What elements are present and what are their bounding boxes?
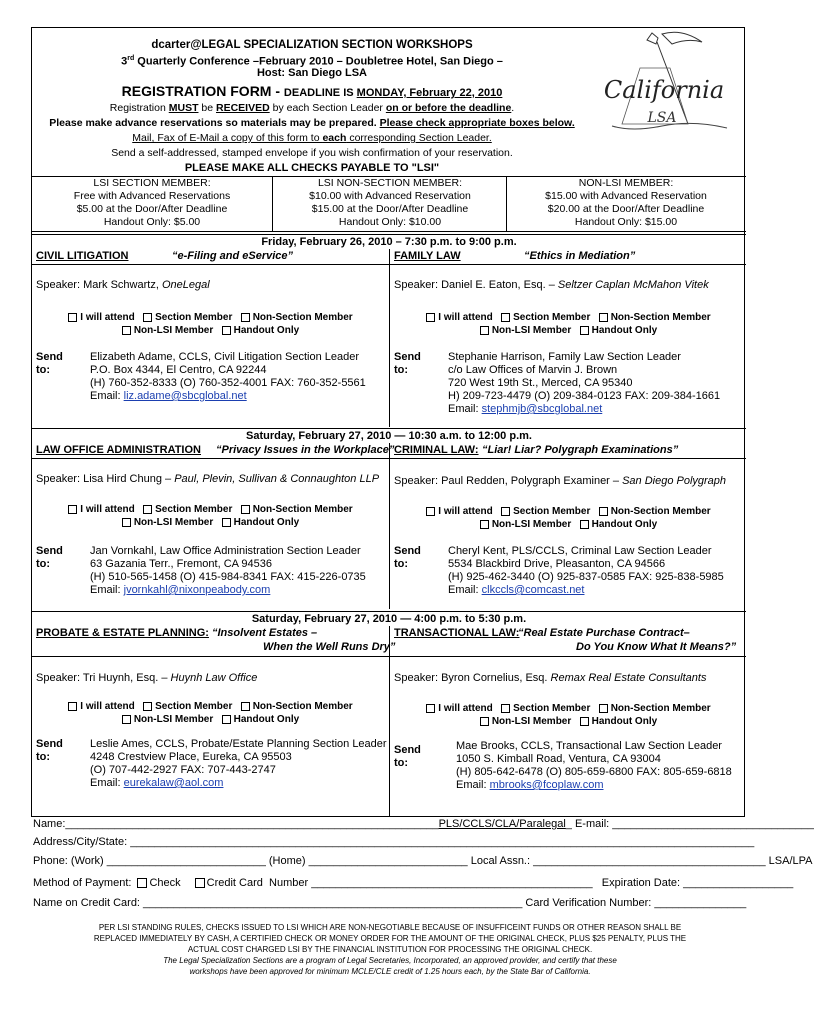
checkbox-non-lsi-member[interactable]: Non-LSI Member <box>480 716 571 727</box>
card-number-field[interactable]: ______________________________________________ <box>308 877 593 889</box>
verification-field[interactable]: _______________ <box>651 897 747 909</box>
checkbox-non-section-member[interactable]: Non-Section Member <box>241 504 353 515</box>
email-link[interactable]: stephmjb@sbcglobal.net <box>481 403 603 415</box>
email-link[interactable]: clkccls@comcast.net <box>481 584 585 596</box>
session-1-family-law: FAMILY LAW “Ethics in Mediation” Speaker: Daniel E. Eaton, Esq. – Seltzer Caplan McMahon Vitek I will attend Section Member Non-Section Member Non-LSI Member Handout Only Send to: Stephanie Harrison, Family Law Section Leader c/o Law Offices of Marvin J. Brown 720 West 19th St., Merced, CA 95340 H) 209-723-4479 (O) 209-384-0123 FAX: 209-384-1661 Email: stephmjb@sbcglobal.net <box>389 249 746 427</box>
fee-categories <box>32 176 746 232</box>
phone-work-field[interactable]: __________________________ <box>103 855 269 867</box>
phone-home-label: (Home) <box>268 855 306 867</box>
section-topic-line-2: Do You Know What It Means?” <box>576 641 737 653</box>
svg-text:LSA: LSA <box>647 110 677 126</box>
svg-text:California: California <box>603 76 725 104</box>
local-assn-field[interactable]: ______________________________________ <box>530 855 769 867</box>
header-line-1: dcarter@LEGAL SPECIALIZATION SECTION WORKSHOPS <box>151 39 473 51</box>
section-topic-line-2: When the Well Runs Dry” <box>263 641 396 653</box>
session-2-law-office-administration: LAW OFFICE ADMINISTRATION “Privacy Issues in the Workplace” Speaker: Lisa Hird Chung – Paul, Plevin, Sullivan & Connaughton LLP I will attend Section Member Non-Section Member Non-LSI Member Handout Only Send to: Jan Vornkahl, Law Office Administration Section Leader 63 Gazania Terr., Fremont, CA 94536 (H) 510-565-1458 (O) 415-984-8341 FAX: 415-226-0735 Email: jvornkahl@nixonpeabody.com <box>32 443 389 609</box>
category-lsi-non-section-member: LSI NON-SECTION MEMBER: $10.00 with Advanced Reservation $15.00 at the Door/After Deadline Handout Only: $10.00 <box>272 177 507 231</box>
section-topic: “Insolvent Estates – <box>212 627 318 639</box>
checkbox-section-member[interactable]: Section Member <box>143 312 232 323</box>
card-name-field[interactable]: ______________________________________________________________ <box>140 897 526 909</box>
checkbox-section-member[interactable]: Section Member <box>501 506 590 517</box>
registration-checkboxes <box>390 702 747 728</box>
section-name: LAW OFFICE ADMINISTRATION <box>36 444 201 456</box>
email-link[interactable]: eurekalaw@aol.com <box>123 777 224 789</box>
expiration-label: Expiration Date: <box>601 877 681 889</box>
header-line-7: Mail, Fax of E-Mail a copy of this form to each corresponding Section Leader. <box>132 132 492 144</box>
header-line-6: Please make advance reservations so materials may be prepared. Please check appropriate boxes below. <box>49 117 575 129</box>
email-field[interactable]: _________________________________ <box>609 818 814 830</box>
checkbox-non-lsi-member[interactable]: Non-LSI Member <box>122 325 213 336</box>
checkbox-section-member[interactable]: Section Member <box>501 312 590 323</box>
name-field[interactable]: _____________________________________________________________ <box>65 818 439 830</box>
checkbox-section-member[interactable]: Section Member <box>501 703 590 714</box>
header-checks-payable: PLEASE MAKE ALL CHECKS PAYABLE TO "LSI" <box>184 162 440 174</box>
phone-home-field[interactable]: __________________________ <box>305 855 471 867</box>
speaker: Speaker: Byron Cornelius, Esq. Remax Real Estate Consultants <box>394 672 707 684</box>
california-lsa-logo <box>592 28 742 140</box>
speaker: Speaker: Daniel E. Eaton, Esq. – Seltzer Caplan McMahon Vitek <box>394 279 709 291</box>
header-registration-title: REGISTRATION FORM - DEADLINE IS MONDAY, February 22, 2010 <box>121 83 503 99</box>
section-name: CRIMINAL LAW: <box>394 444 479 456</box>
session-3-probate-estate-planning: PROBATE & ESTATE PLANNING: “Insolvent Estates – When the Well Runs Dry” Speaker: Tri Huynh, Esq. – Huynh Law Office I will attend Section Member Non-Section Member Non-LSI Member Handout Only Send to: Leslie Ames, CCLS, Probate/Estate Planning Section Leader 4248 Crestview Place, Eureka, CA 95503 (O) 707-442-2927 FAX: 707-443-2747 Email: eurekalaw@aol.com <box>32 626 389 816</box>
checkbox-i-will-attend[interactable]: I will attend <box>68 504 134 515</box>
email-link[interactable]: jvornkahl@nixonpeabody.com <box>123 584 271 596</box>
header-line-8: Send a self-addressed, stamped envelope if you wish confirmation of your reservation. <box>111 147 513 159</box>
checkbox-handout-only[interactable]: Handout Only <box>222 517 300 528</box>
section-topic: “Real Estate Purchase Contract– <box>518 627 690 639</box>
checkbox-handout-only[interactable]: Handout Only <box>580 519 658 530</box>
checkbox-non-section-member[interactable]: Non-Section Member <box>599 506 711 517</box>
form-header <box>32 28 746 180</box>
session-1-header: Friday, February 26, 2010 – 7:30 p.m. to 9:00 p.m. <box>32 234 746 249</box>
local-assn-label: Local Assn.: <box>470 855 531 867</box>
category-lsi-section-member: LSI SECTION MEMBER: Free with Advanced Reservations $5.00 at the Door/After Deadline Handout Only: $5.00 <box>73 177 231 228</box>
session-3-header: Saturday, February 27, 2010 — 4:00 p.m. to 5:30 p.m. <box>32 611 746 626</box>
header-host: Host: San Diego LSA <box>256 67 367 79</box>
checkbox-non-lsi-member[interactable]: Non-LSI Member <box>480 325 571 336</box>
checkbox-i-will-attend[interactable]: I will attend <box>68 312 134 323</box>
checkbox-non-section-member[interactable]: Non-Section Member <box>599 312 711 323</box>
section-topic: “e-Filing and eService” <box>172 250 294 262</box>
form-row-address <box>33 836 755 848</box>
checkbox-non-section-member[interactable]: Non-Section Member <box>241 312 353 323</box>
email-link[interactable]: liz.adame@sbcglobal.net <box>123 390 247 402</box>
checkbox-handout-only[interactable]: Handout Only <box>580 716 658 727</box>
registration-checkboxes <box>390 311 747 337</box>
checkbox-non-section-member[interactable]: Non-Section Member <box>241 701 353 712</box>
registration-checkboxes <box>32 311 389 337</box>
credit-card-checkbox[interactable] <box>195 878 205 888</box>
checkbox-handout-only[interactable]: Handout Only <box>222 325 300 336</box>
header-line-2: 3rd Quarterly Conference –February 2010 – Doubletree Hotel, San Diego – <box>121 55 503 68</box>
checkbox-handout-only[interactable]: Handout Only <box>580 325 658 336</box>
checkbox-i-will-attend[interactable]: I will attend <box>426 312 492 323</box>
registration-form-frame <box>31 27 745 817</box>
check-checkbox[interactable] <box>137 878 147 888</box>
email-label: E-mail: <box>574 818 610 830</box>
speaker: Speaker: Lisa Hird Chung – Paul, Plevin, Sullivan & Connaughton LLP <box>36 473 380 485</box>
section-name: TRANSACTIONAL LAW: <box>394 627 520 639</box>
registration-checkboxes <box>32 503 389 529</box>
form-row-phone <box>33 855 813 867</box>
session-2-header: Saturday, February 27, 2010 — 10:30 a.m. to 12:00 p.m. <box>32 428 746 443</box>
name-label: Name: <box>33 818 66 830</box>
section-name: PROBATE & ESTATE PLANNING: <box>36 627 209 639</box>
phone-work-label: Phone: (Work) <box>33 855 104 867</box>
address-field[interactable]: ______________________________________________________________________________________________________ <box>127 836 755 848</box>
session-3-transactional-law: TRANSACTIONAL LAW: “Real Estate Purchase Contract– Do You Know What It Means?” Speaker: Byron Cornelius, Esq. Remax Real Estate Consultants I will attend Section Member Non-Section Member Non-LSI Member Handout Only Send to: Mae Brooks, CCLS, Transactional Law Section Leader 1050 S. Kimball Road, Ventura, CA 93004 (H) 805-642-6478 (O) 805-659-6800 FAX: 805-659-6818 Email: mbrooks@fcoplaw.com <box>389 626 746 816</box>
check-label: Check <box>149 877 181 889</box>
category-non-lsi-member: NON-LSI MEMBER: $15.00 with Advanced Reservation $20.00 at the Door/After Deadline Handout Only: $15.00 <box>506 177 745 231</box>
section-topic: “Liar! Liar? Polygraph Examinations” <box>482 444 679 456</box>
pls-label: PLS/CCLS/CLA/Paralegal <box>438 818 566 830</box>
checkbox-section-member[interactable]: Section Member <box>143 504 232 515</box>
email-link[interactable]: mbrooks@fcoplaw.com <box>489 779 604 791</box>
checkbox-section-member[interactable]: Section Member <box>143 701 232 712</box>
form-row-card-name <box>33 897 745 909</box>
form-row-name: Name:_____________________________________________________________PLS/CCLS/CLA/Paralegal_ E-mail: _________________________________ <box>33 818 814 830</box>
checkbox-non-lsi-member[interactable]: Non-LSI Member <box>122 714 213 725</box>
section-name: CIVIL LITIGATION <box>36 250 129 262</box>
section-name: FAMILY LAW <box>394 250 461 262</box>
verification-label: Card Verification Number: <box>525 897 652 909</box>
footer-policy: PER LSI STANDING RULES, CHECKS ISSUED TO LSI WHICH ARE NON-NEGOTIABLE BECAUSE OF INSUFFICEINT FUNDS OR OTHER REASON SHALL BE REPLACED IMMEDIATELY BY CASH, A CERTIFIED CHECK OR MONEY ORDER FOR THE AMOUNT OF THE ORIGINAL CHECK, PLUS $25 PENALTY, PLUS THE ACTUAL COST CHARGED LSI BY THE FINANCIAL INSTITUTION FOR PROCESSING THE ORIGINAL CHECK. The Legal Specialization Sections are a program of Legal Secretaries, Incorporated, an approved provider, and certify that these workshops have been approved for minimum MCLE/CLE credit of 1.25 hours each, by the State Bar of California. <box>93 923 687 976</box>
header-line-5: Registration MUST be RECEIVED by each Section Leader on or before the deadline. <box>109 102 515 114</box>
speaker: Speaker: Mark Schwartz, OneLegal <box>36 279 210 291</box>
section-topic: “Ethics in Mediation” <box>524 250 636 262</box>
checkbox-i-will-attend[interactable]: I will attend <box>426 506 492 517</box>
checkbox-i-will-attend[interactable]: I will attend <box>426 703 492 714</box>
checkbox-non-section-member[interactable]: Non-Section Member <box>599 703 711 714</box>
speaker: Speaker: Tri Huynh, Esq. – Huynh Law Office <box>36 672 258 684</box>
section-topic: “Privacy Issues in the Workplace” <box>216 444 395 456</box>
expiration-field[interactable]: __________________ <box>680 877 794 889</box>
lsa-lpa-label: LSA/LPA <box>768 855 813 867</box>
form-row-payment <box>33 877 794 889</box>
checkbox-i-will-attend[interactable]: I will attend <box>68 701 134 712</box>
card-name-label: Name on Credit Card: <box>33 897 140 909</box>
registration-checkboxes <box>390 505 747 531</box>
speaker: Speaker: Paul Redden, Polygraph Examiner – San Diego Polygraph <box>394 475 727 487</box>
registration-checkboxes <box>32 700 389 726</box>
number-label: Number <box>269 877 309 889</box>
checkbox-non-lsi-member[interactable]: Non-LSI Member <box>480 519 571 530</box>
session-2-criminal-law: CRIMINAL LAW: “Liar! Liar? Polygraph Examinations” Speaker: Paul Redden, Polygraph Examiner – San Diego Polygraph I will attend Section Member Non-Section Member Non-LSI Member Handout Only Send to: Cheryl Kent, PLS/CCLS, Criminal Law Section Leader 5534 Blackbird Drive, Pleasanton, CA 94566 (H) 925-462-3440 (O) 925-837-0585 FAX: 925-838-5985 Email: clkccls@comcast.net <box>389 443 746 609</box>
checkbox-handout-only[interactable]: Handout Only <box>222 714 300 725</box>
session-1-civil-litigation: CIVIL LITIGATION “e-Filing and eService” Speaker: Mark Schwartz, OneLegal I will attend Section Member Non-Section Member Non-LSI Member Handout Only Send to: Elizabeth Adame, CCLS, Civil Litigation Section Leader P.O. Box 4344, El Centro, CA 92244 (H) 760-352-8333 (O) 760-352-4001 FAX: 760-352-5561 Email: liz.adame@sbcglobal.net <box>32 249 389 427</box>
method-of-payment-label: Method of Payment: <box>33 877 132 889</box>
credit-card-label: Credit Card <box>206 877 263 889</box>
checkbox-non-lsi-member[interactable]: Non-LSI Member <box>122 517 213 528</box>
address-label: Address/City/State: <box>33 836 128 848</box>
